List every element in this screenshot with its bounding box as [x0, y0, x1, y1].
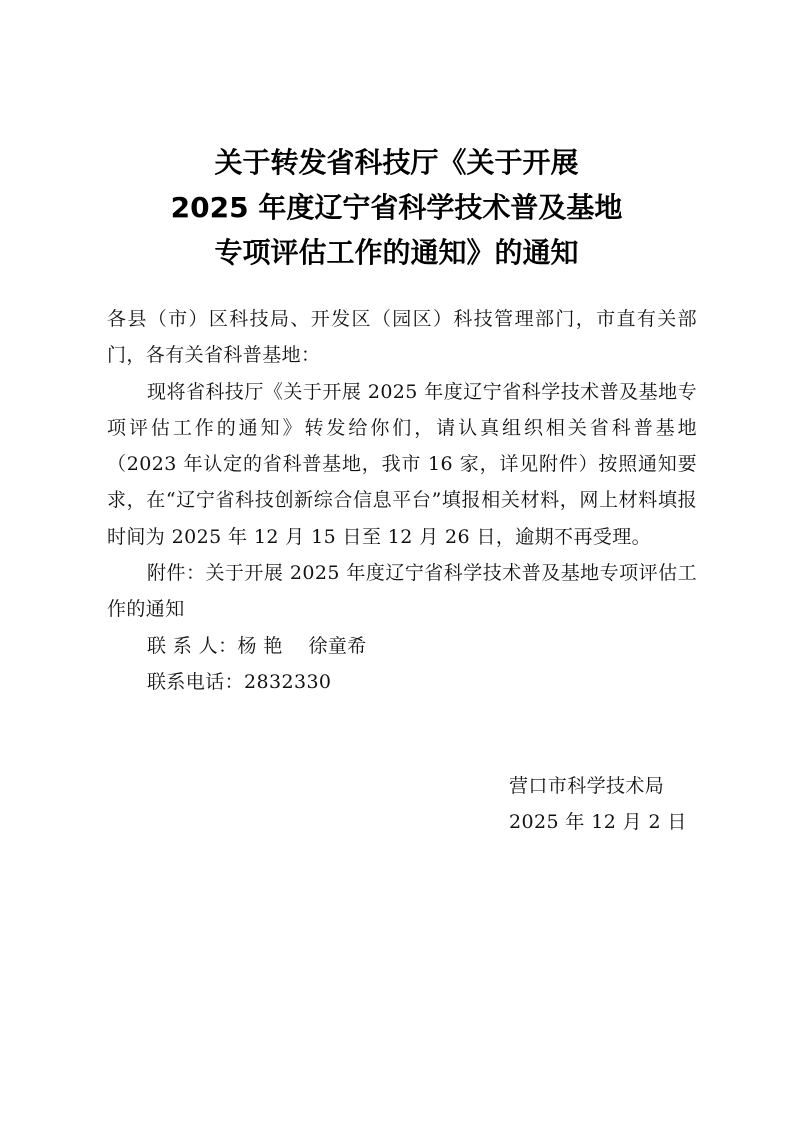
salutation: 各县（市）区科技局、开发区（园区）科技管理部门，市直有关部门，各有关省科普基地：	[107, 308, 697, 367]
title-line-2: 2025 年度辽宁省科学技术普及基地	[170, 191, 623, 224]
attachment-line: 附件：关于开展 2025 年度辽宁省科学技术普及基地专项评估工作的通知	[107, 562, 697, 621]
title-line-1: 关于转发省科技厅《关于开展	[214, 146, 579, 179]
title-line-3: 专项评估工作的通知》的通知	[214, 236, 579, 269]
contact-person: 联 系 人：杨 艳 徐童希	[147, 634, 367, 657]
issue-date: 2025 年 12 月 2 日	[509, 811, 687, 834]
contact-phone: 联系电话：2832330	[147, 670, 332, 693]
signature-block	[509, 768, 687, 841]
issuer-name: 营口市科学技术局	[509, 775, 665, 797]
body-paragraph: 现将省科技厅《关于开展 2025 年度辽宁省科学技术普及基地专项评估工作的通知》转发给你们，请认真组织相关省科普基地（2023 年认定的省科普基地，我市 16 家，详见附件）按照通知要求，在“辽宁省科技创新综合信息平台”填报相关材料，网上材料填报时间为 2025 年 12 月 15 日至 12 月 26 日，逾期不再受理。	[107, 380, 697, 548]
document-body	[107, 301, 697, 700]
document-title	[0, 140, 793, 275]
